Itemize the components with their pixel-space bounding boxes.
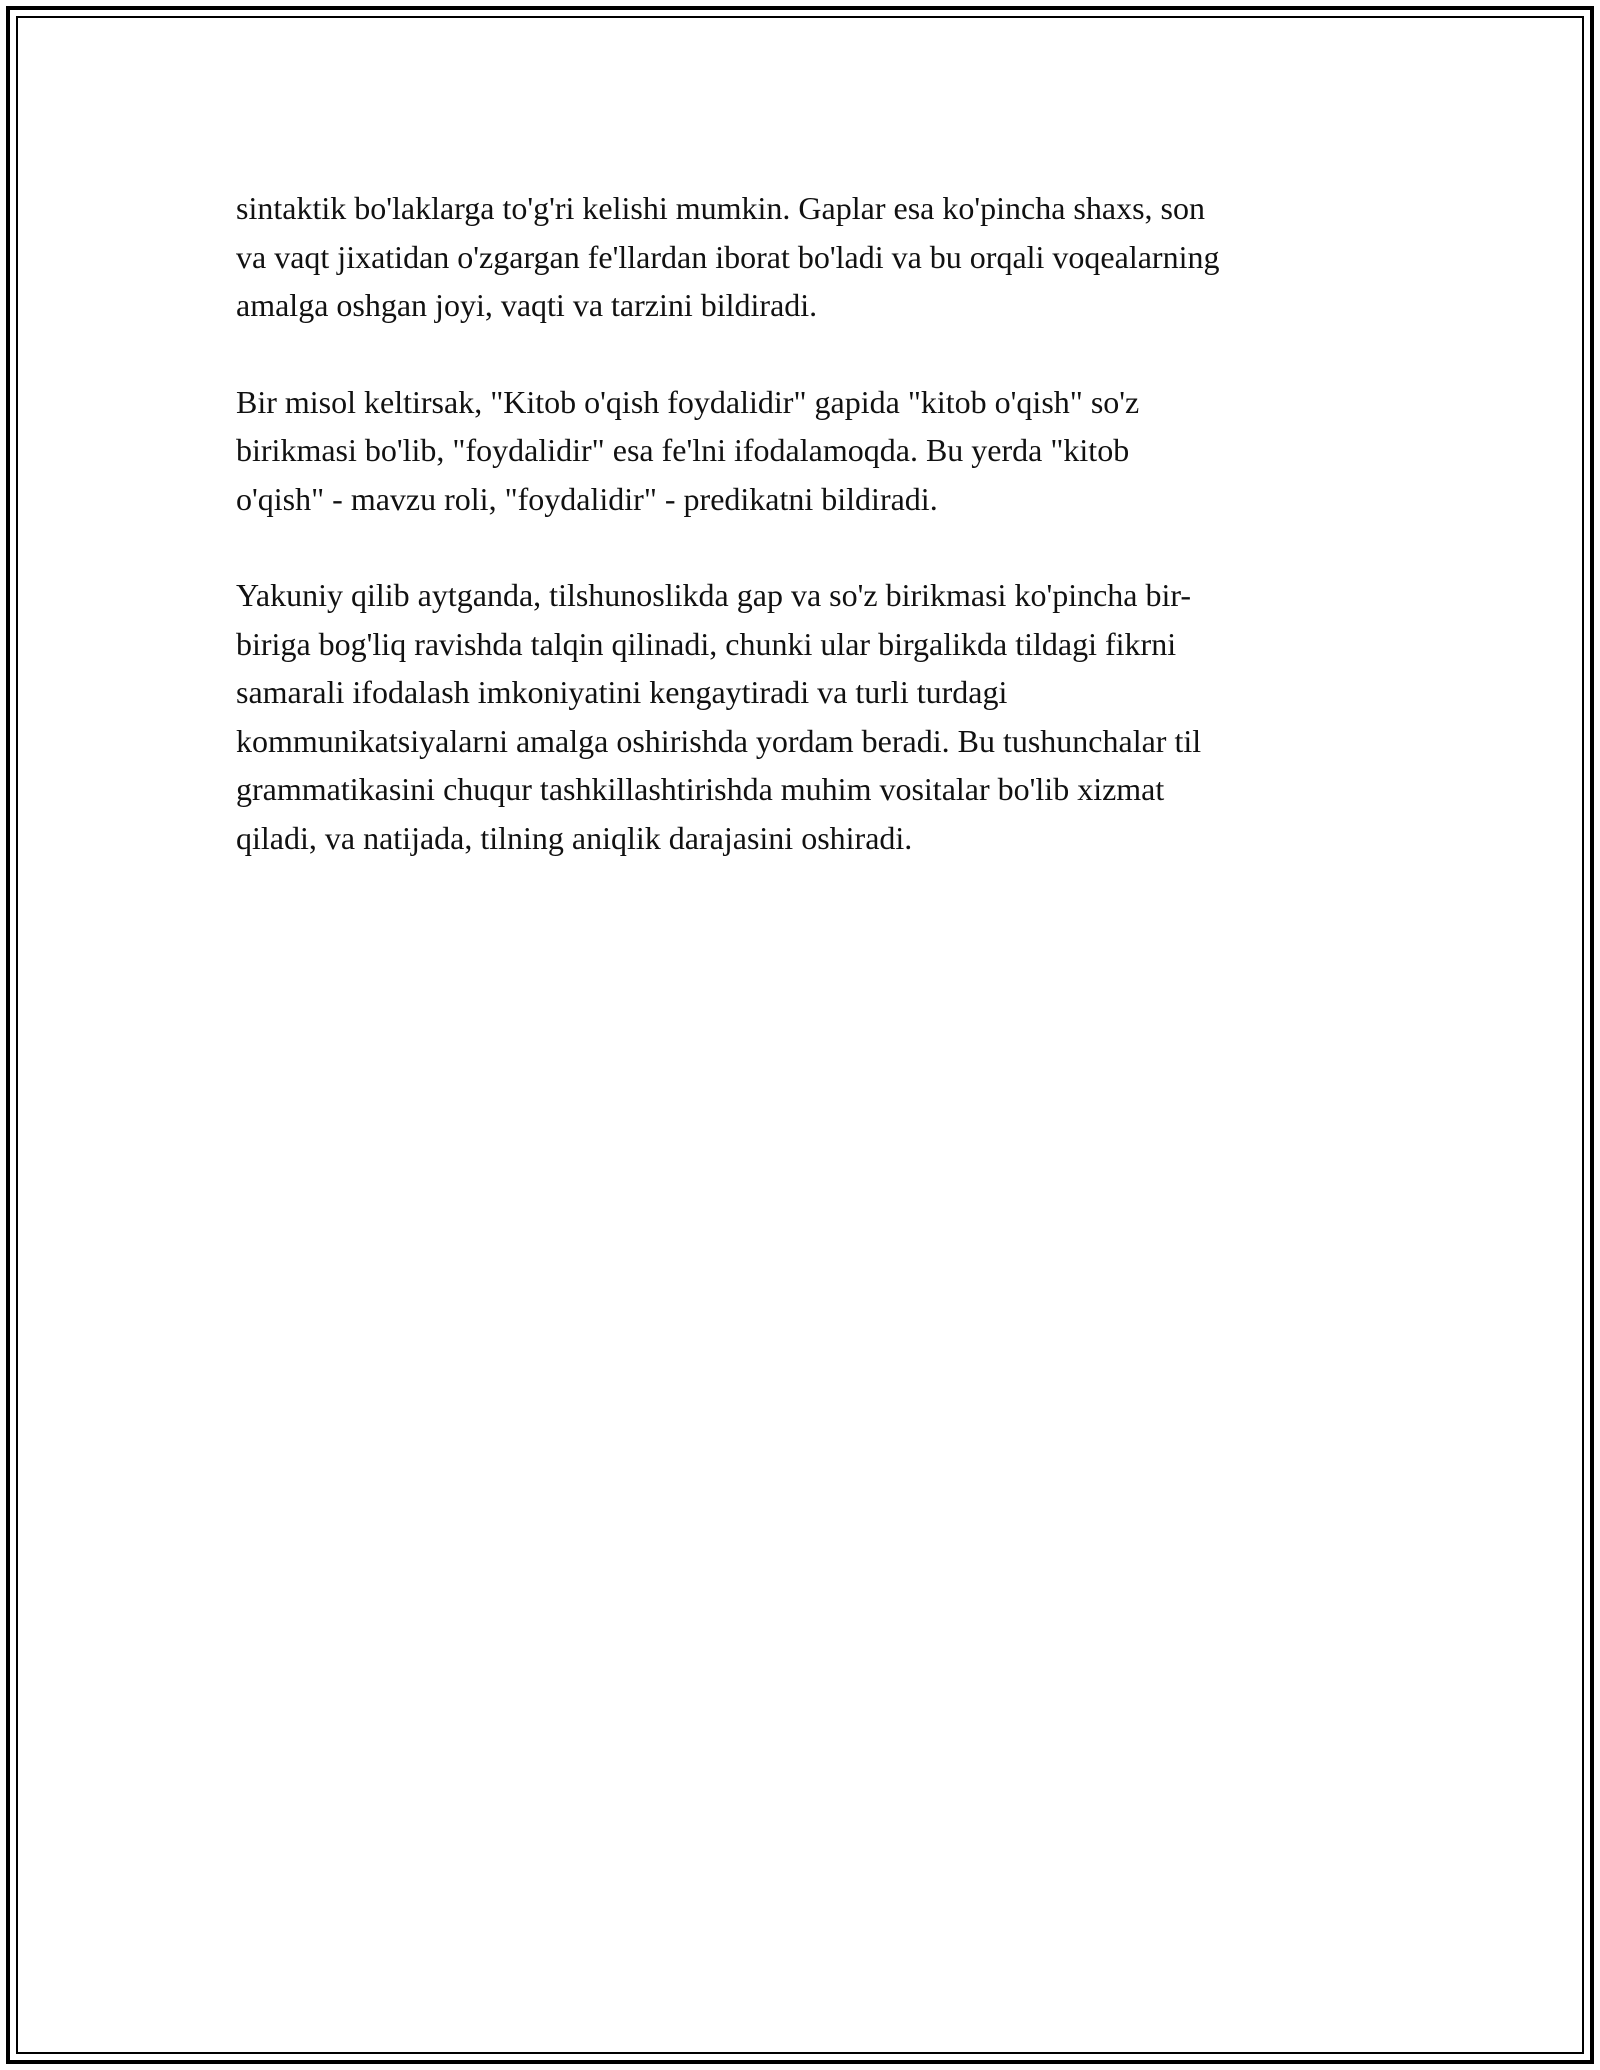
text-line: samarali ifodalash imkoniyatini kengaytiradi va turli turdagi [236, 674, 1008, 710]
text-line: sintaktik bo'laklarga to'g'ri kelishi mumkin. Gaplar esa ko'pincha shaxs, son [236, 190, 1205, 226]
text-line: qiladi, va natijada, tilning aniqlik darajasini oshiradi. [236, 819, 913, 856]
paragraph-3 [236, 571, 1386, 862]
text-line: amalga oshgan joyi, vaqti va tarzini bildiradi. [236, 287, 818, 323]
text-line: birikmasi bo'lib, "foydalidir" esa fe'lni ifodalamoqda. Bu yerda "kitob [236, 432, 1130, 468]
text-line: Yakuniy qilib aytganda, tilshunoslikda gap va so'z birikmasi ko'pincha bir- [236, 577, 1192, 613]
document-body [236, 184, 1386, 910]
paragraph-1 [236, 184, 1386, 330]
text-line: kommunikatsiyalarni amalga oshirishda yordam beradi. Bu tushunchalar til [236, 722, 1202, 759]
text-line: va vaqt jixatidan o'zgargan fe'llardan iborat bo'ladi va bu orqali voqealarning [236, 238, 1220, 275]
text-line: biriga bog'liq ravishda talqin qilinadi, chunki ular birgalikda tildagi fikrni [236, 625, 1177, 662]
text-line: grammatikasini chuqur tashkillashtirishda muhim vositalar bo'lib xizmat [236, 771, 1165, 807]
text-line: Bir misol keltirsak, "Kitob o'qish foydalidir" gapida "kitob o'qish" so'z [236, 383, 1140, 420]
paragraph-2 [236, 378, 1386, 524]
text-line: o'qish" - mavzu roli, "foydalidir" - predikatni bildiradi. [236, 480, 938, 517]
